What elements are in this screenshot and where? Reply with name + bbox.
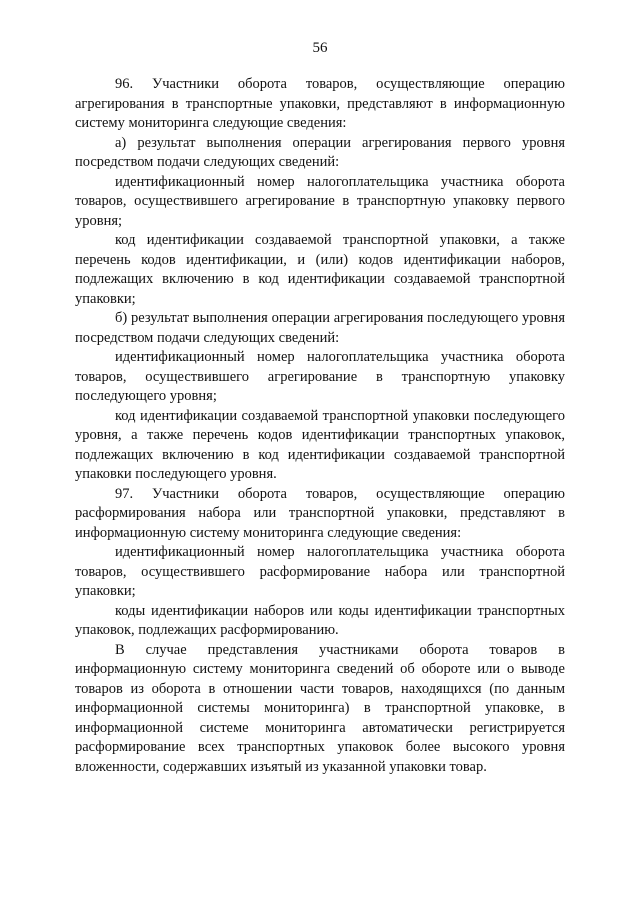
paragraph-96-b-code: код идентификации создаваемой транспортной упаковки последующего уровня, а также перечень кодов идентификации транспортных упаковок, подлежащих включению в код идентификации создаваемой транспортной упаковки последующего уровня. <box>75 407 565 482</box>
paragraph-96-a: а) результат выполнения операции агрегирования первого уровня посредством подачи следующих сведений: <box>75 134 565 170</box>
paragraph-96: 96. Участники оборота товаров, осуществляющие операцию агрегирования в транспортные упаковки, представляют в информационную систему мониторинга следующие сведения: <box>75 76 565 131</box>
paragraph-96-a-inn: идентификационный номер налогоплательщика участника оборота товаров, осуществившего агрегирование в транспортную упаковку первого уровня; <box>75 173 565 229</box>
paragraph-97-codes: коды идентификации наборов или коды идентификации транспортных упаковок, подлежащих расформированию. <box>75 602 565 638</box>
paragraph-97: 97. Участники оборота товаров, осуществляющие операцию расформирования набора или транспортной упаковки, представляют в информационную систему мониторинга следующие сведения: <box>75 485 565 541</box>
paragraph-97-inn: идентификационный номер налогоплательщика участника оборота товаров, осуществившего расформирование набора или транспортной упаковки; <box>75 544 565 599</box>
paragraph-96-b-inn: идентификационный номер налогоплательщика участника оборота товаров, осуществившего агрегирование в транспортную упаковку последующего уровня; <box>75 349 565 404</box>
paragraph-96-b: б) результат выполнения операции агрегирования последующего уровня посредством подачи следующих сведений: <box>75 310 565 346</box>
document-body <box>75 75 565 777</box>
paragraph-partial-case: В случае представления участниками оборота товаров в информационную систему мониторинга сведений об обороте или о выводе товаров из оборота в отношении части товаров, находящихся (по данным информационной системы мониторинга) в транспортной упаковке, в информационной системе мониторинга автоматически регистрируется расформирование всех транспортных упаковок более высокого уровня вложенности, содержавших изъятый из указанной упаковки товар. <box>75 641 565 775</box>
paragraph-96-a-code: код идентификации создаваемой транспортной упаковки, а также перечень кодов идентификации, и (или) кодов идентификации наборов, подлежащих включению в код идентификации создаваемой транспортной упаковки; <box>75 232 565 307</box>
page-number: 56 <box>312 40 328 56</box>
